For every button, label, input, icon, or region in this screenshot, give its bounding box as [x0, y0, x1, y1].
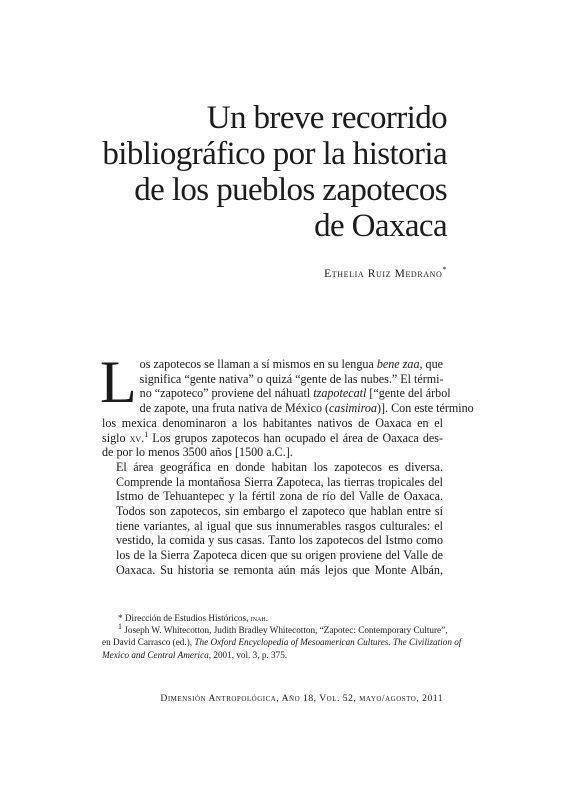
text-run: no “zapoteco” proviene del náhuatl	[139, 386, 314, 401]
text-line: los de la Sierra Zapoteca dicen que su origen proviene del Valle de	[116, 548, 443, 563]
book-title: Mexico and Central America	[102, 649, 209, 660]
text-line	[102, 431, 443, 446]
drop-cap: L	[100, 349, 137, 415]
text-run: de zapote, una fruta nativa de México (	[139, 401, 330, 416]
footnote-text: , 2001, vol. 3, p. 375.	[208, 649, 288, 660]
italic-term: tzapotecatl	[313, 386, 367, 401]
italic-term: casimiroa	[329, 401, 377, 416]
title-line: bibliográfico por la historia	[102, 136, 447, 172]
text-line: significa “gente nativa” o quizá “gente de las nubes.” El térmi-	[139, 371, 444, 386]
footnotes	[102, 612, 462, 661]
footnote-1	[102, 622, 448, 636]
article-title	[100, 100, 447, 244]
text-run: , que	[419, 357, 444, 371]
text-run: Los grupos zapotecos han ocupado el área de Oaxaca des-	[148, 430, 443, 445]
footnote-text: .	[265, 613, 268, 623]
paragraph	[102, 460, 443, 578]
footnote-text: Dirección de Estudios Históricos,	[122, 613, 251, 623]
title-line: Un breve recorrido	[206, 100, 447, 136]
text-line	[102, 401, 474, 416]
footnote-text: Joseph W. Whitecotton, Judith Bradley Whitecotton, “Zapotec: Contemporary Culture”,	[122, 625, 448, 636]
text-run: os zapotecos se llaman a sí mismos en su lengua	[139, 357, 377, 371]
text-line: tiene variantes, al igual que sus innumerables rasgos culturales: el	[116, 518, 443, 533]
century-numeral: xv	[129, 430, 142, 445]
text-line: Istmo de Tehuantepec y la fértil zona de río del Valle de Oaxaca.	[116, 489, 443, 504]
text-line	[102, 386, 451, 401]
text-run: )]. Con este término	[376, 401, 474, 416]
footnote-mark: *	[118, 613, 123, 623]
body-text	[100, 349, 474, 578]
text-line: de por lo menos 3500 años [1500 a.C.].	[102, 445, 293, 460]
text-run: siglo	[102, 430, 130, 445]
author-name: Ethelia Ruiz Medrano	[324, 268, 443, 280]
footnote-affiliation	[102, 612, 443, 624]
author-footnote-mark: *	[442, 265, 447, 275]
text-line: Comprende la montañosa Sierra Zapoteca, las tierras tropicales del	[116, 474, 443, 489]
book-title: The Oxford Encyclopedia of Mesoamerican Cultures. The Civilization of	[194, 637, 462, 648]
footnote-mark: 1	[118, 622, 122, 632]
text-line: Todos son zapotecos, sin embargo el zapoteco que hablan entre sí	[116, 504, 443, 519]
institution-abbrev: inah	[250, 613, 266, 623]
running-footer: Dimensión Antropológica, Año 18, Vol. 52, mayo/agosto, 2011	[160, 693, 443, 704]
text-run: .	[141, 430, 145, 445]
text-line: los mexica denominaron a los habitantes nativos de Oaxaca en el	[102, 415, 443, 430]
footnote-ref[interactable]: 1	[144, 429, 149, 439]
title-line: de Oaxaca	[314, 208, 447, 244]
paragraph	[100, 349, 474, 460]
text-line: vestido, la comida y sus casas. Tanto los zapotecos del Istmo como	[116, 533, 443, 548]
title-line: de los pueblos zapotecos	[134, 172, 447, 208]
text-line	[102, 357, 443, 372]
footnote-text: en David Carrasco (ed.),	[102, 637, 195, 648]
footnote-1-cont	[102, 649, 443, 661]
text-line: El área geográfica en donde habitan los zapotecos es diversa.	[116, 459, 443, 474]
text-run: [“gente del árbol	[366, 386, 451, 401]
italic-term: bene zaa	[376, 357, 420, 371]
footnote-1-cont	[102, 636, 462, 648]
text-line: Oaxaca. Su historia se remonta aún más lejos que Monte Albán,	[116, 562, 443, 577]
author-byline	[324, 265, 447, 280]
